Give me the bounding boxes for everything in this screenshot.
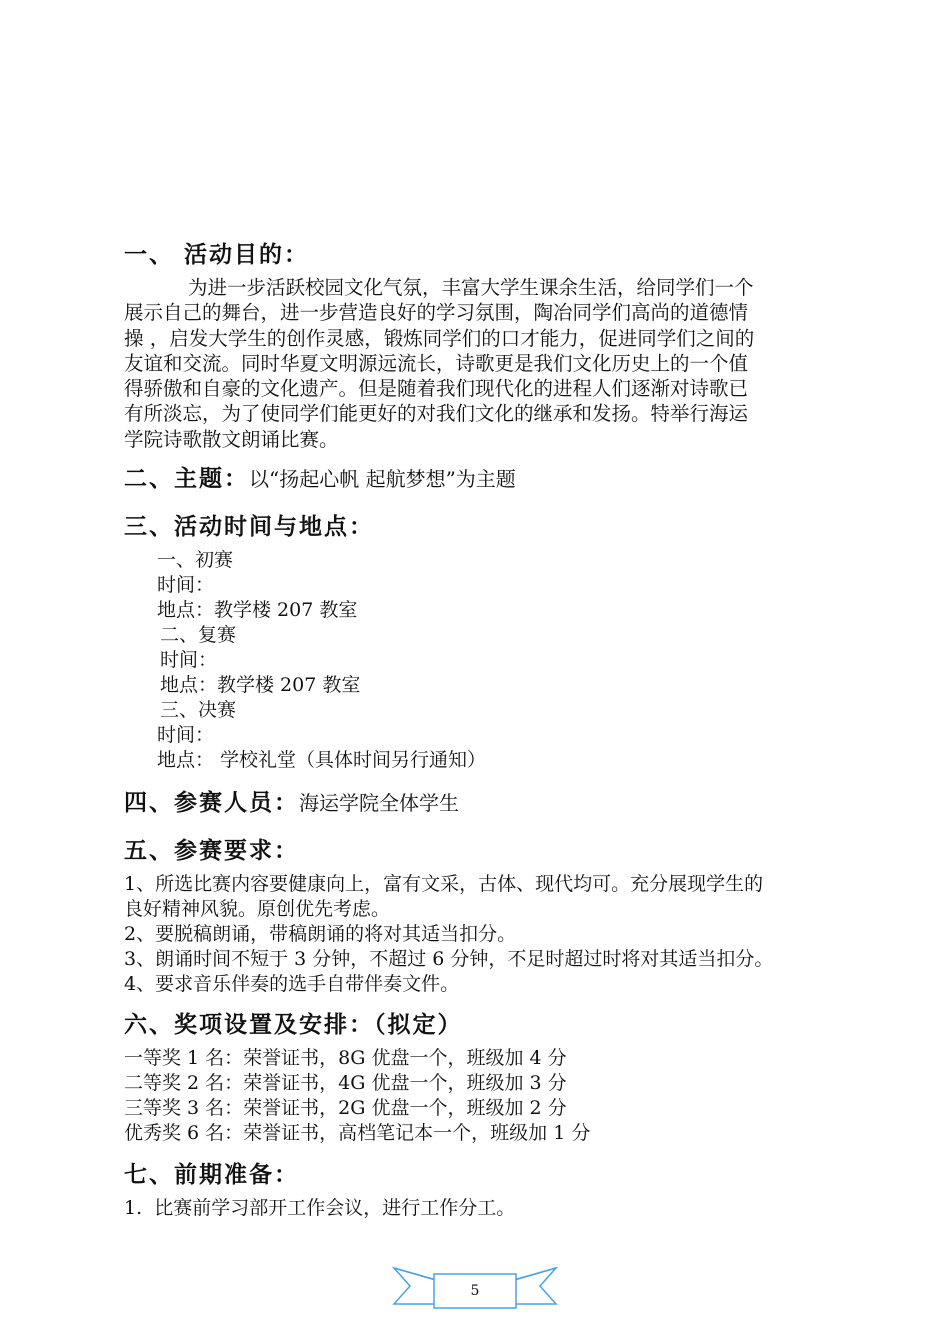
preparation-line: 1. 比赛前学习部开工作会议，进行工作分工。 <box>124 1197 516 1219</box>
section-7-heading: 七、前期准备： <box>124 1162 299 1188</box>
paragraph-line: 学院诗歌散文朗诵比赛。 <box>124 427 339 451</box>
paragraph-line: 展示自己的舞台，进一步营造良好的学习氛围，陶冶同学们高尚的道德情 <box>124 301 749 325</box>
location-line: 地点： 学校礼堂（具体时间另行通知） <box>157 749 487 771</box>
award-line: 优秀奖 6 名：荣誉证书，高档笔记本一个，班级加 1 分 <box>124 1122 591 1144</box>
time-line: 时间： <box>160 649 218 671</box>
section-5-heading: 五、参赛要求： <box>124 838 299 864</box>
paragraph-line: 有所淡忘，为了使同学们能更好的对我们文化的继承和发扬。特举行海运 <box>124 402 749 426</box>
section-1-heading: 一、 活动目的： <box>124 242 310 268</box>
award-line: 二等奖 2 名：荣誉证书，4G 优盘一个，班级加 3 分 <box>124 1072 567 1094</box>
paragraph-line: 操 ，启发大学生的创作灵感，锻炼同学们的口才能力，促进同学们之间的 <box>124 326 755 350</box>
time-line: 时间： <box>157 574 215 596</box>
section-4-text: 海运学院全体学生 <box>299 791 459 815</box>
paragraph-line: 友谊和交流。同时华夏文明源远流长，诗歌更是我们文化历史上的一个值 <box>124 351 749 375</box>
section-2-heading <box>124 460 516 493</box>
award-line: 三等奖 3 名：荣誉证书，2G 优盘一个，班级加 2 分 <box>124 1097 567 1119</box>
award-line: 一等奖 1 名：荣誉证书，8G 优盘一个，班级加 4 分 <box>124 1047 567 1069</box>
section-4-heading <box>124 784 459 817</box>
location-line: 地点：教学楼 207 教室 <box>157 599 358 621</box>
requirement-line: 4、要求音乐伴奏的选手自带伴奏文件。 <box>124 973 460 995</box>
section-4-title: 四、参赛人员： <box>124 790 299 816</box>
page-footer <box>392 1260 558 1310</box>
time-line: 时间： <box>157 724 215 746</box>
round-label: 一、初赛 <box>157 549 234 571</box>
paragraph-line: 得骄傲和自豪的文化遗产。但是随着我们现代化的进程人们逐渐对诗歌已 <box>124 377 749 401</box>
section-6-heading: 六、奖项设置及安排：（拟定） <box>124 1012 463 1038</box>
requirement-line: 2、要脱稿朗诵，带稿朗诵的将对其适当扣分。 <box>124 923 517 945</box>
location-line: 地点：教学楼 207 教室 <box>160 674 361 696</box>
requirement-line: 3、朗诵时间不短于 3 分钟，不超过 6 分钟，不足时超过时将对其适当扣分。 <box>124 948 774 970</box>
round-label: 二、复赛 <box>160 624 237 646</box>
section-3-heading: 三、活动时间与地点： <box>124 514 374 540</box>
section-2-text: 以“扬起心帆 起航梦想”为主题 <box>249 467 516 491</box>
section-2-title: 二、主题： <box>124 466 249 492</box>
round-label: 三、决赛 <box>160 699 237 721</box>
requirement-line: 1、所选比赛内容要健康向上，富有文采，古体、现代均可。充分展现学生的 <box>124 873 764 895</box>
paragraph-line: 为进一步活跃校园文化气氛，丰富大学生课余生活，给同学们一个 <box>188 276 754 299</box>
section-1-paragraph <box>124 275 836 452</box>
requirement-line: 良好精神风貌。原创优先考虑。 <box>124 898 391 920</box>
page-number: 5 <box>470 1283 480 1299</box>
